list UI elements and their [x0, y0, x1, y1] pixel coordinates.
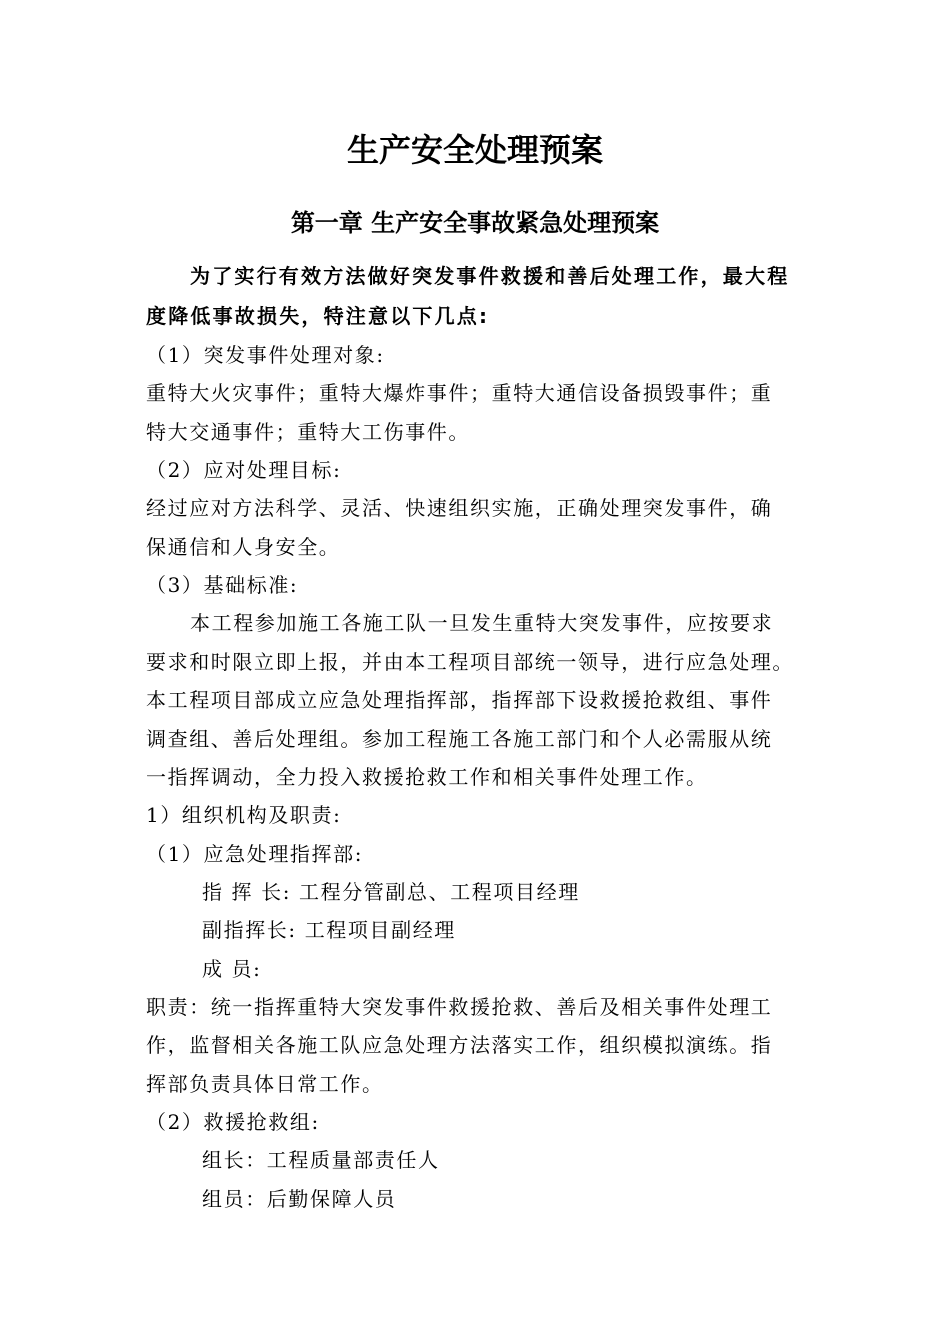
section-heading: （3）基础标准:: [146, 573, 299, 597]
paragraph-line: 特大交通事件；重特大工伤事件。: [146, 420, 470, 444]
paragraph-line: 一指挥调动，全力投入救援抢救工作和相关事件处理工作。: [146, 765, 708, 789]
role-line: 组长：工程质量部责任人: [202, 1148, 440, 1172]
section-heading: （2）应对处理目标:: [146, 458, 342, 482]
role-line: 指 挥 长: 工程分管副总、工程项目经理: [202, 880, 580, 904]
role-line: 成 员:: [202, 957, 262, 981]
section-heading: 1）组织机构及职责:: [146, 803, 342, 827]
paragraph-line: 作，监督相关各施工队应急处理方法落实工作，组织模拟演练。指: [146, 1033, 773, 1057]
paragraph-line: 重特大火灾事件；重特大爆炸事件；重特大通信设备损毁事件；重: [146, 381, 773, 405]
section-heading: （2）救援抢救组:: [146, 1110, 320, 1134]
paragraph-line: 本工程参加施工各施工队一旦发生重特大突发事件，应按要求: [190, 611, 774, 635]
intro-line-1: 为了实行有效方法做好突发事件救援和善后处理工作，最大程: [190, 264, 790, 288]
chapter-heading: 第一章 生产安全事故紧急处理预案: [290, 209, 660, 237]
role-line: 副指挥长: 工程项目副经理: [202, 918, 456, 942]
section-heading: （1）应急处理指挥部:: [146, 842, 364, 866]
paragraph-line: 经过应对方法科学、灵活、快速组织实施，正确处理突发事件，确: [146, 496, 773, 520]
paragraph-line: 调查组、善后处理组。参加工程施工各施工部门和个人必需服从统: [146, 727, 773, 751]
paragraph-line: 本工程项目部成立应急处理指挥部，指挥部下设救援抢救组、事件: [146, 688, 773, 712]
intro-line-2: 度降低事故损失，特注意以下几点:: [146, 304, 490, 328]
document-title: 生产安全处理预案: [346, 131, 603, 169]
paragraph-line: 职责：统一指挥重特大突发事件救援抢救、善后及相关事件处理工: [146, 995, 773, 1019]
role-line: 组员：后勤保障人员: [202, 1187, 397, 1211]
paragraph-line: 挥部负责具体日常工作。: [146, 1072, 384, 1096]
paragraph-line: 保通信和人身安全。: [146, 535, 341, 559]
paragraph-line: 要求和时限立即上报，并由本工程项目部统一领导，进行应急处理。: [146, 650, 794, 674]
section-heading: （1）突发事件处理对象:: [146, 343, 385, 367]
